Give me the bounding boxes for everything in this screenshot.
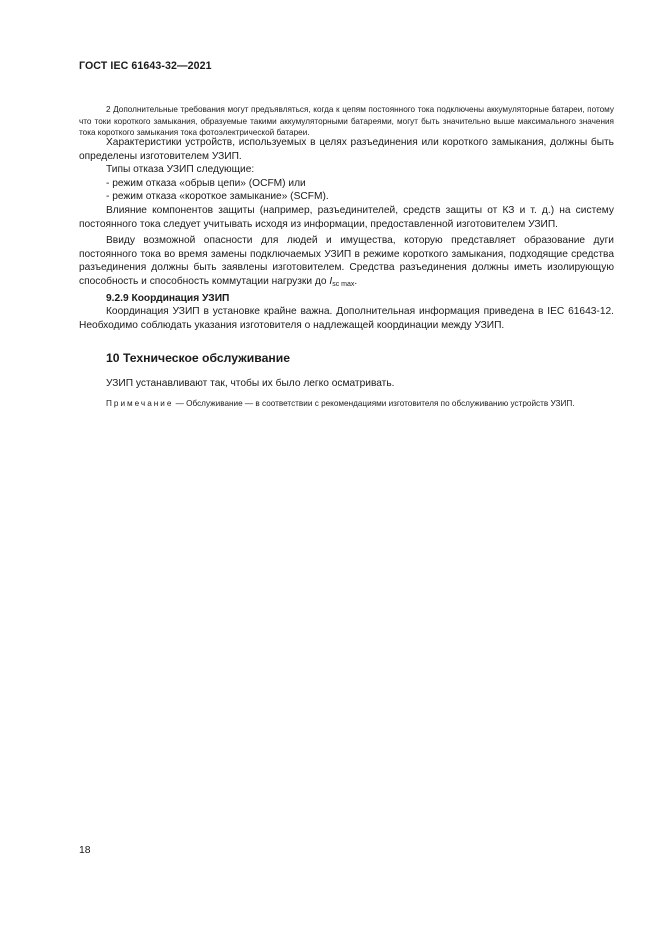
note-text: — Обслуживание — в соответствии с рекомендациями изготовителя по обслуживанию устройств УЗИП. <box>173 399 575 408</box>
section-10-text <box>79 377 614 391</box>
current-symbol: I <box>329 275 333 287</box>
main-text <box>79 136 614 332</box>
paragraph-failure-types: Типы отказа УЗИП следующие: <box>106 164 255 176</box>
note-2 <box>79 104 614 139</box>
note-label: Примечание <box>106 399 174 408</box>
list-item-scfm: - режим отказа «короткое замыкание» (SCFM). <box>106 191 329 203</box>
paragraph-maintenance: УЗИП устанавливают так, чтобы их было легко осматривать. <box>106 378 395 389</box>
page-number: 18 <box>79 845 91 856</box>
list-item-ocfm: - режим отказа «обрыв цепи» (OCFM) или <box>106 177 306 189</box>
paragraph-failure-characteristics: Характеристики устройств, используемых в целях разъединения или короткого замыкания, должны быть определены изготовителем УЗИП. <box>79 137 614 162</box>
heading-section-10: 10 Техническое обслуживание <box>106 351 291 365</box>
arc-hazard-end: . <box>354 275 358 287</box>
maintenance-note <box>79 398 614 410</box>
current-subscript: sc max <box>332 280 355 288</box>
paragraph-coordination: Координация УЗИП в установке крайне важна. Дополнительная информация приведена в IEC 61643-12. Необходимо соблюдать указания изготовителя о надлежащей координации между УЗИП. <box>79 306 614 331</box>
paragraph-arc-hazard <box>79 234 614 291</box>
paragraph-protection-components: Влияние компонентов защиты (например, разъединителей, средств защиты от КЗ и т. д.) на систему постоянного тока следует учитывать исходя из информации, предоставленной изготовителем УЗИП. <box>79 204 614 230</box>
note-2-text: 2 Дополнительные требования могут предъявляться, когда к цепям постоянного тока подключены аккумуляторные батареи, потому что токи короткого замыкания, образуемые такими аккумуляторными батареями, могут быть значительно выше максимального значения тока короткого замыкания тока фотоэлектрической батареи. <box>79 105 614 138</box>
heading-9-2-9: 9.2.9 Координация УЗИП <box>106 292 230 304</box>
document-header: ГОСТ IEC 61643-32—2021 <box>79 60 212 72</box>
arc-hazard-text: Ввиду возможной опасности для людей и имущества, которую представляет образование дуги постоянного тока во время замены подключаемых УЗИП в режиме короткого замыкания, подходящие средства разъединения должны быть заявлены изготовителем. Средства разъединения должны иметь изолирующую способность и способность коммутации нагрузки до <box>79 235 614 287</box>
